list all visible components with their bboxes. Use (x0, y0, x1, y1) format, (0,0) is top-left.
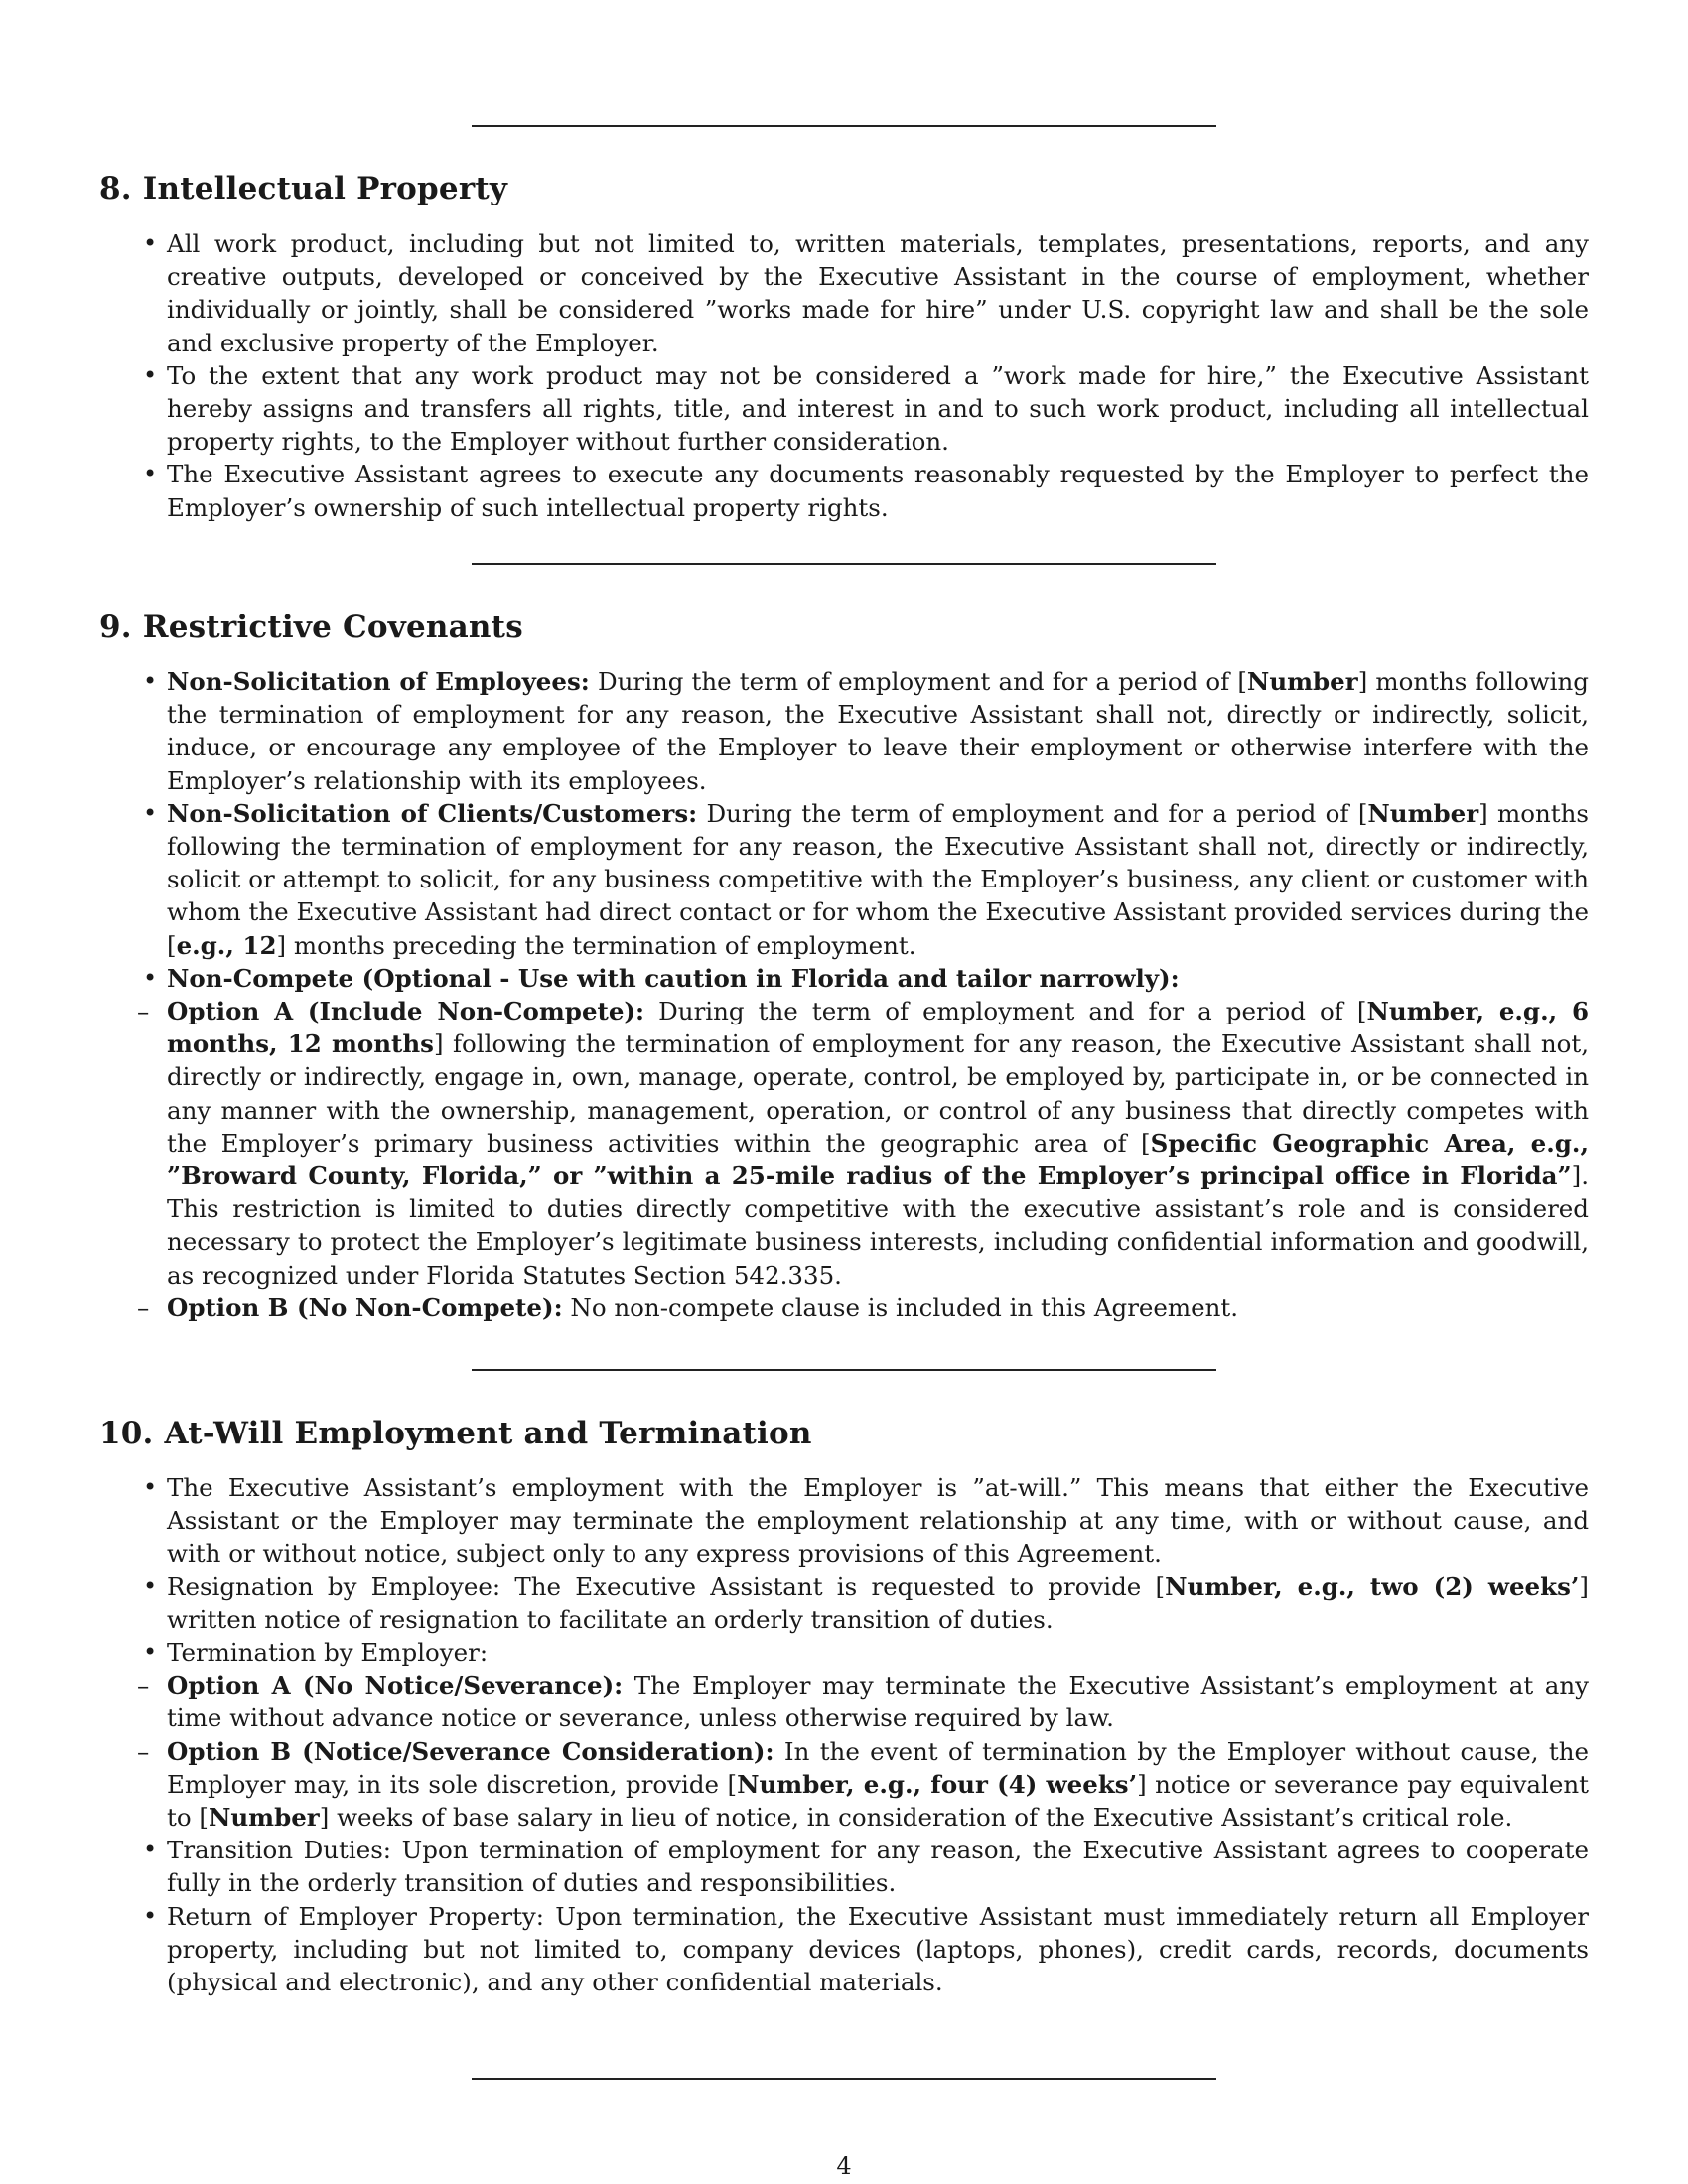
list-item: • Transition Duties: Upon termination of employment for any reason, the Executive Assistant agrees to cooperate fully in the orderly transition of duties and responsibilities. (143, 1836, 1589, 1898)
list-item: • Return of Employer Property: Upon termination, the Executive Assistant must immediately return all Employer property, including but not limited to, company devices (laptops, phones), credit cards, records, documents (physical and electronic), and any other confidential materials. (143, 1901, 1589, 1997)
bullet-icon: • (143, 667, 158, 695)
list-item: • To the extent that any work product may not be considered a ”work made for hire,” the Executive Assistant hereby assigns and transfers all rights, title, and interest in and to such work product, including all intellectual property rights, to the Employer without further consideration. (143, 360, 1589, 457)
bullet-icon: • (143, 229, 158, 257)
bullet-icon: • (143, 460, 158, 488)
list-item: • Termination by Employer: – Option A (No Notice/Severance): The Employer may terminate the Executive Assistant’s employment at any time without advance notice or severance, unless otherwise required by law. – Option B (Notice/Severance Consideration): In the event of termination by the Employer without cause, the Employer may, in its sole discretion, provide [Number, e.g., four (4) weeks’] notice or severance pay equivalent to [Number] weeks of base salary in lieu of notice, in consideration of the Executive Assistant’s critical role. (167, 1636, 1589, 1834)
item-label: Non-Solicitation of Employees: (167, 667, 590, 696)
sub-list-item: – Option B (No Non-Compete): No non-compete clause is included in this Agreement. (167, 1292, 1589, 1324)
list-item: • Non-Solicitation of Employees: During the term of employment and for a period of [Number] months following the termination of employment for any reason, the Executive Assistant shall not, directly or indirectly, solicit, induce, or encourage any employee of the Employer to leave their employment or otherwise interfere with the Employer’s relationship with its employees. (143, 667, 1589, 795)
sub-list (137, 1669, 1589, 1834)
list-item: • The Executive Assistant’s employment with the Employer is ”at-will.” This means that either the Executive Assistant or the Employer may terminate the employment relationship at any time, with or without cause, and with or without notice, subject only to any express provisions of this Agreement. (143, 1473, 1589, 1569)
bullet-icon: • (143, 1901, 158, 1930)
bullet-icon: • (143, 1638, 158, 1667)
section-10-heading: 10. At-Will Employment and Termination (99, 1416, 812, 1451)
section-divider (472, 563, 1216, 565)
option-label: Option B (Notice/Severance Consideration): (167, 1736, 774, 1766)
list-item: • Resignation by Employee: The Executive Assistant is requested to provide [Number, e.g., two (2) weeks’] written notice of resignation to facilitate an orderly transition of duties. (143, 1571, 1589, 1634)
section-9-heading: 9. Restrictive Covenants (99, 610, 523, 645)
sub-list (137, 995, 1589, 1324)
list-item (137, 962, 1589, 1324)
bullet-icon: • (143, 1473, 158, 1501)
list-item: • The Executive Assistant agrees to execute any documents reasonably requested by the Employer to perfect the Employer’s ownership of such intellectual property rights. (143, 460, 1589, 522)
bullet-icon: • (143, 963, 158, 992)
section-9-list (137, 665, 1589, 1324)
dash-icon: – (137, 1671, 150, 1701)
sub-list-item: – Option A (Include Non-Compete): During the term of employment and for a period of [Number, e.g., 6 months, 12 months] following the termination of employment for any reason, the Executive Assistant shall not, directly or indirectly, engage in, own, manage, operate, control, be employed by, participate in, or be connected in any manner with the ownership, management, operation, or control of any business that directly competes with the Employer’s primary business activities within the geographic area of [Specific Geographic Area, e.g., ”Broward County, Florida,” or ”within a 25-mile radius of the Employer’s principal office in Florida”]. This restriction is limited to duties directly competitive with the executive assistant’s role and is considered necessary to protect the Employer’s legitimate business interests, including confidential information and goodwill, as recognized under Florida Statutes Section 542.335. (137, 997, 1589, 1290)
option-label: Option A (Include Non-Compete): (167, 997, 645, 1026)
section-divider (472, 125, 1216, 127)
dash-icon: – (137, 1736, 150, 1766)
section-8-list (143, 227, 1589, 524)
bullet-icon: • (143, 1571, 158, 1600)
sub-list-item: – Option A (No Notice/Severance): The Employer may terminate the Executive Assistant’s employment at any time without advance notice or severance, unless otherwise required by law. (137, 1671, 1589, 1733)
page-number: 4 (836, 2152, 852, 2180)
dash-icon: – (137, 997, 150, 1026)
section-divider (472, 1369, 1216, 1371)
list-item: • Non-Solicitation of Clients/Customers: During the term of employment and for a period of [Number] months following the termination of employment for any reason, the Executive Assistant shall not, directly or indirectly, solicit or attempt to solicit, for any business competitive with the Employer’s business, any client or customer with whom the Executive Assistant had direct contact or for whom the Executive Assistant provided services during the [e.g., 12] months preceding the termination of employment. (143, 798, 1589, 960)
bullet-icon: • (143, 798, 158, 827)
section-8-heading: 8. Intellectual Property (99, 171, 508, 206)
section-divider (472, 2078, 1216, 2080)
bullet-icon: • (143, 1836, 158, 1864)
dash-icon: – (137, 1293, 150, 1322)
list-item: • All work product, including but not limited to, written materials, templates, presentations, reports, and any creative outputs, developed or conceived by the Executive Assistant in the course of employment, whether individually or jointly, shall be considered ”works made for hire” under U.S. copyright law and shall be the sole and exclusive property of the Employer. (143, 229, 1589, 357)
option-label: Option B (No Non-Compete): (167, 1293, 563, 1322)
item-label: Non-Solicitation of Clients/Customers: (167, 798, 698, 828)
sub-list-item: – Option B (Notice/Severance Consideration): In the event of termination by the Employer without cause, the Employer may, in its sole discretion, provide [Number, e.g., four (4) weeks’] notice or severance pay equivalent to [Number] weeks of base salary in lieu of notice, in consideration of the Executive Assistant’s critical role. (137, 1736, 1589, 1833)
item-label: Non-Compete (Optional - Use with caution in Florida and tailor narrowly): (167, 963, 1180, 993)
bullet-icon: • (143, 360, 158, 389)
option-label: Option A (No Notice/Severance): (167, 1671, 624, 1701)
section-10-list (137, 1471, 1589, 1998)
